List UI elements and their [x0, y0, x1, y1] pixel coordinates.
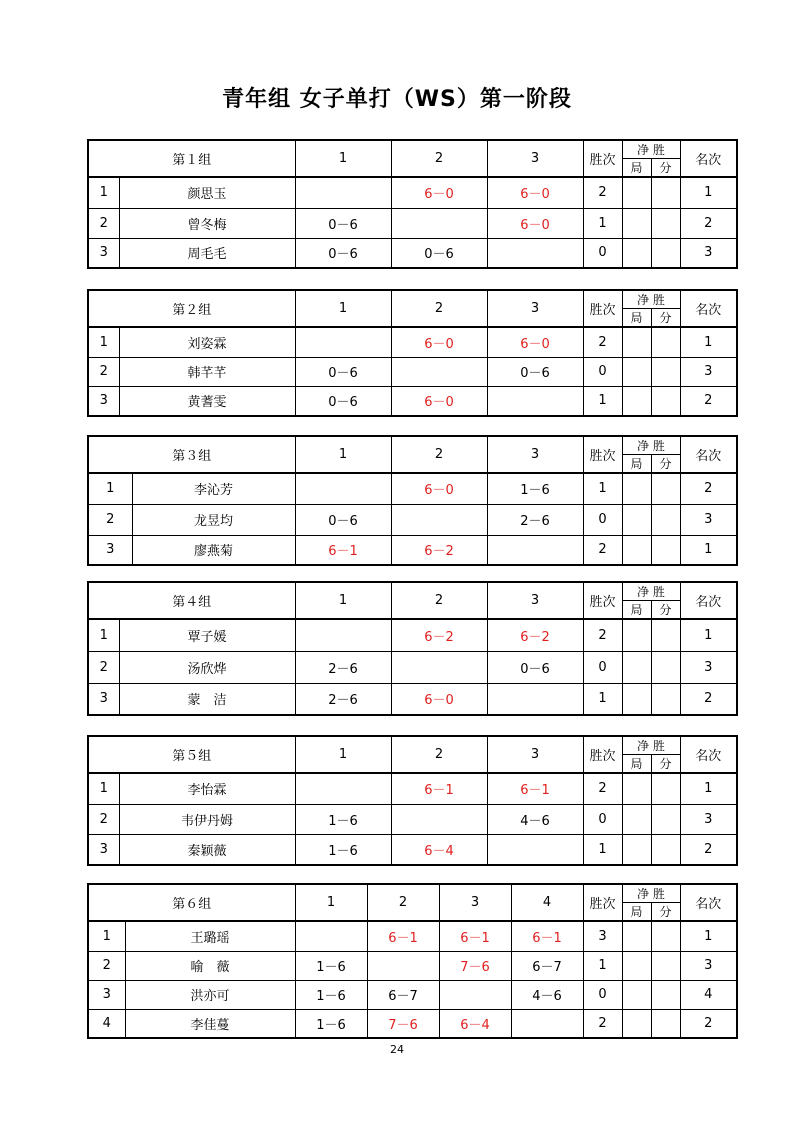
net-games-cell [622, 773, 651, 804]
score-cell: 0－6 [295, 504, 391, 535]
wins-cell: 1 [583, 683, 622, 715]
wins-header: 胜次 [583, 884, 622, 921]
points-label: 分 [659, 161, 672, 175]
column-header: 2 [391, 290, 487, 327]
games-label: 局 [623, 455, 652, 473]
diagonal-cell [439, 980, 511, 1009]
score-cell: 6－0 [487, 327, 583, 357]
player-name: 王璐瑶 [125, 921, 295, 951]
score-cell: 0－6 [391, 238, 487, 268]
net-games-cell [622, 208, 651, 238]
score-cell: 1－6 [295, 804, 391, 834]
net-points-cell [651, 804, 680, 834]
rank-cell: 1 [680, 327, 737, 357]
player-number: 2 [88, 357, 119, 386]
net-games-cell [622, 535, 651, 565]
diagonal-cell [391, 504, 487, 535]
player-name: 廖燕菊 [132, 535, 295, 565]
player-name: 李沁芳 [132, 473, 295, 504]
wins-header: 胜次 [583, 436, 622, 473]
net-games-cell [622, 238, 651, 268]
net-games-cell [622, 651, 651, 683]
column-header: 1 [295, 884, 367, 921]
score-cell: 4－6 [511, 980, 583, 1009]
net-points-cell [651, 951, 680, 980]
rank-cell: 3 [680, 951, 737, 980]
rank-header: 名次 [680, 884, 737, 921]
score-cell: 0－6 [487, 651, 583, 683]
score-cell: 6－0 [487, 177, 583, 208]
score-cell: 6－0 [391, 473, 487, 504]
score-cell: 6－1 [391, 773, 487, 804]
player-name: 喻 薇 [125, 951, 295, 980]
net-points-cell [651, 504, 680, 535]
net-games-cell [622, 1009, 651, 1038]
net-games-cell [622, 357, 651, 386]
group-table-4 [87, 581, 738, 716]
player-name: 曾冬梅 [119, 208, 295, 238]
net-wins-header [622, 884, 680, 921]
column-header: 2 [391, 140, 487, 177]
rank-cell: 4 [680, 980, 737, 1009]
player-number: 3 [88, 535, 132, 565]
table-row [88, 238, 737, 268]
page-title: 青年组 女子单打（WS）第一阶段 [222, 87, 572, 112]
score-cell: 6－1 [487, 773, 583, 804]
score-cell: 0－6 [295, 386, 391, 416]
games-label: 局 [623, 601, 652, 619]
score-cell: 2－6 [295, 683, 391, 715]
score-cell: 6－0 [487, 208, 583, 238]
group-table-1 [87, 139, 738, 269]
player-name: 汤欣烨 [119, 651, 295, 683]
diagonal-cell [487, 834, 583, 865]
net-label: 净 胜 [623, 437, 680, 455]
net-points-cell [651, 1009, 680, 1038]
wins-cell: 2 [583, 773, 622, 804]
table-row [88, 951, 737, 980]
diagonal-cell [487, 535, 583, 565]
score-cell: 1－6 [295, 834, 391, 865]
wins-cell: 3 [583, 921, 622, 951]
table-row [88, 208, 737, 238]
net-points-cell [651, 357, 680, 386]
diagonal-cell [295, 327, 391, 357]
net-points-cell [651, 238, 680, 268]
rank-cell: 2 [680, 683, 737, 715]
score-cell: 6－1 [511, 921, 583, 951]
net-points-cell [651, 619, 680, 651]
table-row [88, 535, 737, 565]
wins-header: 胜次 [583, 140, 622, 177]
games-label: 局 [623, 159, 652, 177]
player-number: 2 [88, 651, 119, 683]
diagonal-cell [391, 804, 487, 834]
rank-cell: 1 [680, 619, 737, 651]
diagonal-cell [295, 177, 391, 208]
score-cell: 6－4 [439, 1009, 511, 1038]
diagonal-cell [391, 651, 487, 683]
column-header: 3 [487, 582, 583, 619]
net-points-cell [651, 386, 680, 416]
table-row [88, 357, 737, 386]
wins-cell: 1 [583, 834, 622, 865]
net-points-cell [651, 834, 680, 865]
wins-cell: 0 [583, 804, 622, 834]
diagonal-cell [295, 921, 367, 951]
player-name: 李怡霖 [119, 773, 295, 804]
column-header: 1 [295, 736, 391, 773]
column-header: 1 [295, 436, 391, 473]
column-header: 3 [439, 884, 511, 921]
score-cell: 6－0 [391, 386, 487, 416]
net-games-cell [622, 386, 651, 416]
diagonal-cell [511, 1009, 583, 1038]
score-cell: 4－6 [487, 804, 583, 834]
net-label: 净 胜 [623, 583, 680, 601]
column-header: 2 [391, 436, 487, 473]
wins-cell: 2 [583, 535, 622, 565]
wins-cell: 1 [583, 386, 622, 416]
table-row [88, 473, 737, 504]
rank-cell: 3 [680, 804, 737, 834]
net-wins-header [622, 736, 680, 773]
diagonal-cell [487, 386, 583, 416]
group-label: 第３组 [88, 436, 295, 473]
points-label: 分 [659, 311, 672, 325]
points-label: 分 [659, 757, 672, 771]
player-name: 颜思玉 [119, 177, 295, 208]
table-row [88, 921, 737, 951]
group-label: 第５组 [88, 736, 295, 773]
net-wins-header [622, 582, 680, 619]
player-number: 3 [88, 386, 119, 416]
games-label: 局 [623, 903, 652, 921]
score-cell: 6－4 [391, 834, 487, 865]
net-games-cell [622, 980, 651, 1009]
rank-cell: 1 [680, 535, 737, 565]
score-cell: 0－6 [295, 357, 391, 386]
player-name: 刘姿霖 [119, 327, 295, 357]
wins-header: 胜次 [583, 290, 622, 327]
player-name: 洪亦可 [125, 980, 295, 1009]
diagonal-cell [367, 951, 439, 980]
net-games-cell [622, 921, 651, 951]
score-cell: 6－1 [367, 921, 439, 951]
player-name: 黄蓍雯 [119, 386, 295, 416]
table-row [88, 804, 737, 834]
wins-cell: 2 [583, 1009, 622, 1038]
diagonal-cell [391, 357, 487, 386]
rank-cell: 1 [680, 921, 737, 951]
net-points-cell [651, 683, 680, 715]
player-number: 3 [88, 238, 119, 268]
points-label: 分 [659, 457, 672, 471]
games-label: 局 [623, 309, 652, 327]
net-points-cell [651, 177, 680, 208]
diagonal-cell [295, 473, 391, 504]
score-cell: 6－0 [391, 683, 487, 715]
player-number: 4 [88, 1009, 125, 1038]
column-header: 3 [487, 290, 583, 327]
net-label: 净 胜 [623, 885, 680, 903]
wins-cell: 2 [583, 619, 622, 651]
diagonal-cell [487, 238, 583, 268]
group-label: 第２组 [88, 290, 295, 327]
table-row [88, 683, 737, 715]
rank-header: 名次 [680, 140, 737, 177]
net-points-cell [651, 327, 680, 357]
wins-cell: 1 [583, 951, 622, 980]
net-points-cell [651, 535, 680, 565]
group-label: 第１组 [88, 140, 295, 177]
score-cell: 0－6 [295, 238, 391, 268]
net-wins-header [622, 436, 680, 473]
net-points-cell [651, 473, 680, 504]
player-name: 覃子媛 [119, 619, 295, 651]
rank-cell: 3 [680, 238, 737, 268]
net-games-cell [622, 834, 651, 865]
rank-header: 名次 [680, 290, 737, 327]
rank-cell: 1 [680, 773, 737, 804]
score-cell: 1－6 [487, 473, 583, 504]
wins-cell: 0 [583, 651, 622, 683]
points-label: 分 [659, 603, 672, 617]
net-games-cell [622, 177, 651, 208]
net-points-cell [651, 208, 680, 238]
score-cell: 6－2 [487, 619, 583, 651]
column-header: 2 [391, 736, 487, 773]
player-number: 1 [88, 177, 119, 208]
player-number: 3 [88, 834, 119, 865]
net-games-cell [622, 473, 651, 504]
wins-header: 胜次 [583, 582, 622, 619]
wins-cell: 2 [583, 327, 622, 357]
score-cell: 1－6 [295, 1009, 367, 1038]
rank-cell: 2 [680, 834, 737, 865]
wins-cell: 2 [583, 177, 622, 208]
score-cell: 6－0 [391, 177, 487, 208]
group-table-5 [87, 735, 738, 866]
wins-cell: 0 [583, 504, 622, 535]
score-cell: 6－1 [439, 921, 511, 951]
score-cell: 2－6 [295, 651, 391, 683]
net-games-cell [622, 683, 651, 715]
group-table-6 [87, 883, 738, 1039]
net-label: 净 胜 [623, 291, 680, 309]
score-cell: 7－6 [439, 951, 511, 980]
score-cell: 0－6 [295, 208, 391, 238]
column-header: 1 [295, 140, 391, 177]
score-cell: 6－7 [511, 951, 583, 980]
player-number: 1 [88, 327, 119, 357]
player-name: 韩芊芊 [119, 357, 295, 386]
rank-header: 名次 [680, 736, 737, 773]
wins-cell: 0 [583, 357, 622, 386]
net-games-cell [622, 804, 651, 834]
column-header: 2 [391, 582, 487, 619]
score-cell: 1－6 [295, 951, 367, 980]
wins-cell: 1 [583, 473, 622, 504]
column-header: 3 [487, 736, 583, 773]
column-header: 4 [511, 884, 583, 921]
score-cell: 6－2 [391, 535, 487, 565]
score-cell: 1－6 [295, 980, 367, 1009]
wins-cell: 1 [583, 208, 622, 238]
net-label: 净 胜 [623, 141, 680, 159]
group-label: 第６组 [88, 884, 295, 921]
player-number: 3 [88, 683, 119, 715]
points-label: 分 [659, 905, 672, 919]
net-label: 净 胜 [623, 737, 680, 755]
rank-cell: 3 [680, 651, 737, 683]
score-cell: 7－6 [367, 1009, 439, 1038]
table-row [88, 834, 737, 865]
player-name: 龙昱均 [132, 504, 295, 535]
table-row [88, 386, 737, 416]
group-table-2 [87, 289, 738, 417]
score-cell: 6－2 [391, 619, 487, 651]
table-row [88, 619, 737, 651]
net-games-cell [622, 951, 651, 980]
rank-cell: 1 [680, 177, 737, 208]
rank-cell: 3 [680, 357, 737, 386]
player-name: 韦伊丹姆 [119, 804, 295, 834]
group-table-3 [87, 435, 738, 566]
score-cell: 2－6 [487, 504, 583, 535]
net-points-cell [651, 921, 680, 951]
wins-cell: 0 [583, 980, 622, 1009]
diagonal-cell [295, 773, 391, 804]
player-number: 1 [88, 619, 119, 651]
wins-cell: 0 [583, 238, 622, 268]
score-cell: 6－1 [295, 535, 391, 565]
column-header: 3 [487, 436, 583, 473]
rank-cell: 2 [680, 386, 737, 416]
player-number: 1 [88, 921, 125, 951]
score-cell: 6－7 [367, 980, 439, 1009]
score-cell: 6－0 [391, 327, 487, 357]
table-row [88, 327, 737, 357]
table-row [88, 773, 737, 804]
player-name: 李佳蔓 [125, 1009, 295, 1038]
rank-cell: 2 [680, 208, 737, 238]
group-label: 第４组 [88, 582, 295, 619]
diagonal-cell [487, 683, 583, 715]
rank-cell: 2 [680, 473, 737, 504]
player-number: 1 [88, 773, 119, 804]
rank-header: 名次 [680, 436, 737, 473]
net-points-cell [651, 773, 680, 804]
player-name: 蒙 洁 [119, 683, 295, 715]
rank-header: 名次 [680, 582, 737, 619]
net-games-cell [622, 619, 651, 651]
page-number: 24 [390, 1043, 404, 1056]
games-label: 局 [623, 755, 652, 773]
table-row [88, 177, 737, 208]
player-number: 2 [88, 504, 132, 535]
player-number: 1 [88, 473, 132, 504]
net-points-cell [651, 651, 680, 683]
table-row [88, 980, 737, 1009]
player-name: 周毛毛 [119, 238, 295, 268]
column-header: 1 [295, 582, 391, 619]
diagonal-cell [295, 619, 391, 651]
column-header: 2 [367, 884, 439, 921]
column-header: 1 [295, 290, 391, 327]
table-row [88, 1009, 737, 1038]
rank-cell: 2 [680, 1009, 737, 1038]
score-cell: 0－6 [487, 357, 583, 386]
table-row [88, 651, 737, 683]
player-number: 3 [88, 980, 125, 1009]
wins-header: 胜次 [583, 736, 622, 773]
column-header: 3 [487, 140, 583, 177]
player-name: 秦颖薇 [119, 834, 295, 865]
player-number: 2 [88, 951, 125, 980]
table-row [88, 504, 737, 535]
rank-cell: 3 [680, 504, 737, 535]
player-number: 2 [88, 804, 119, 834]
net-wins-header [622, 140, 680, 177]
net-games-cell [622, 504, 651, 535]
net-games-cell [622, 327, 651, 357]
player-number: 2 [88, 208, 119, 238]
net-points-cell [651, 980, 680, 1009]
diagonal-cell [391, 208, 487, 238]
net-wins-header [622, 290, 680, 327]
